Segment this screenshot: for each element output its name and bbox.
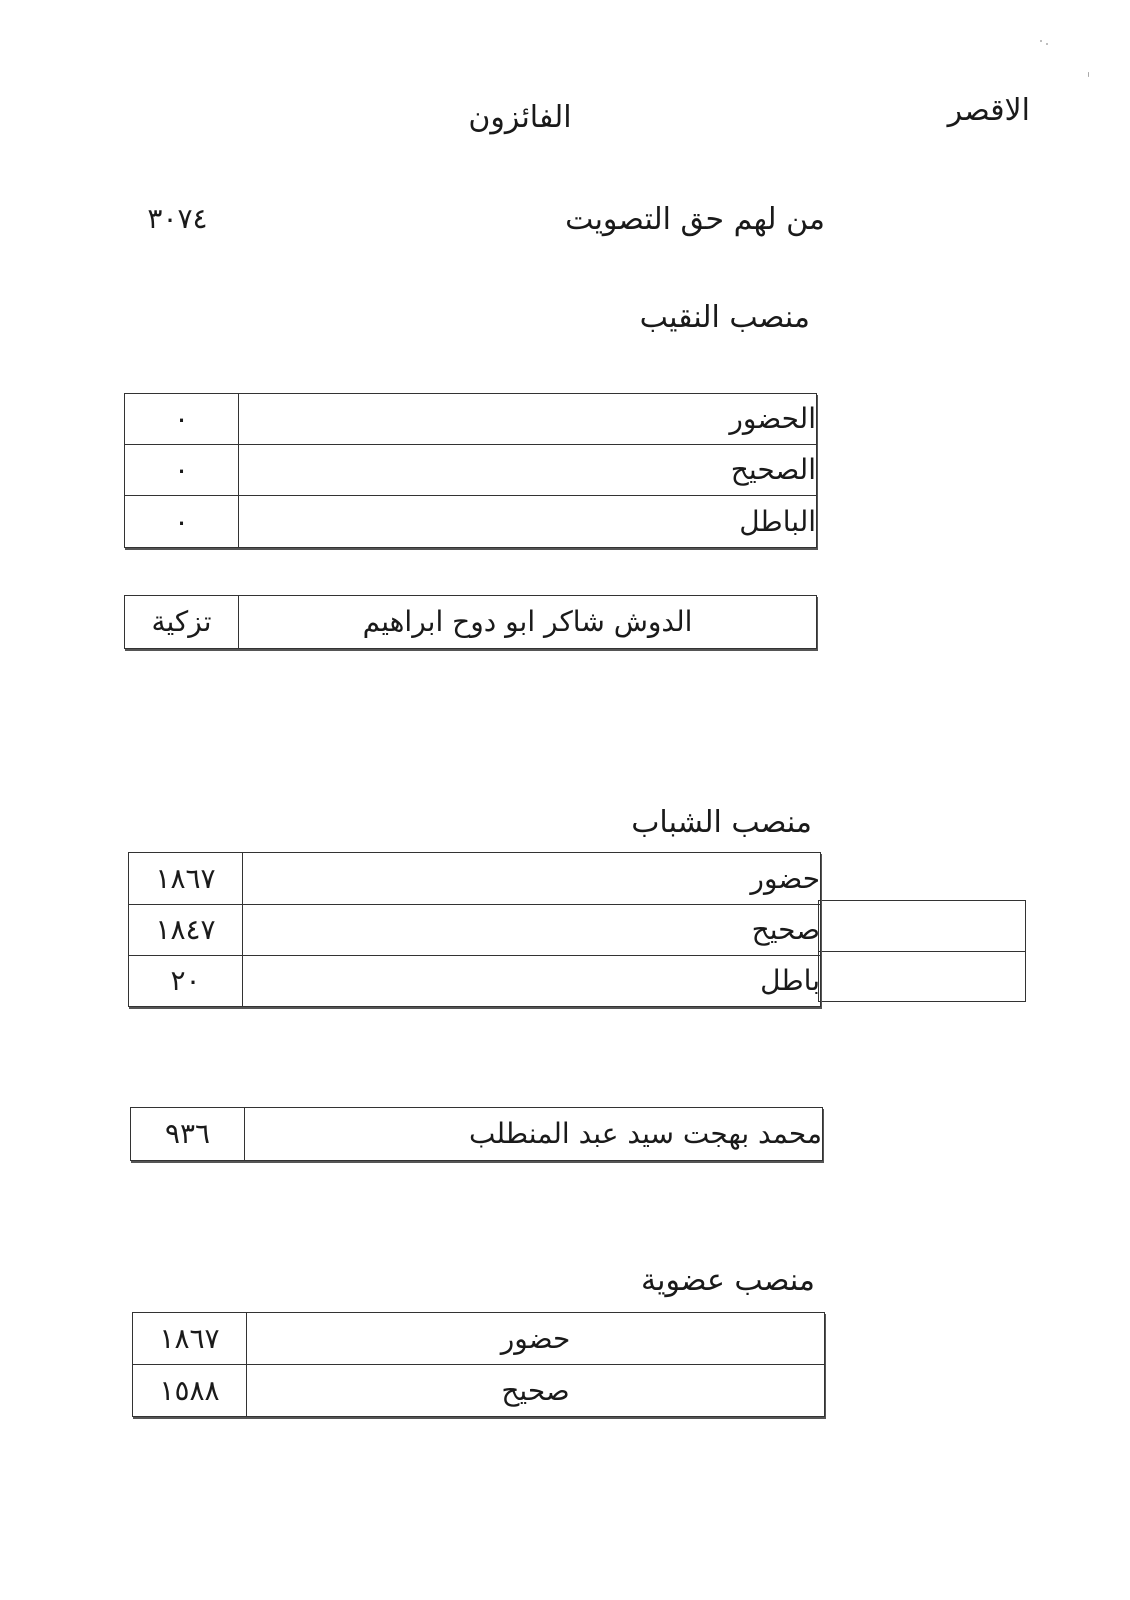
membership-attendance-value: ١٨٦٧: [133, 1313, 247, 1365]
table-row: [131, 1108, 823, 1161]
youth-attendance-value: ١٨٦٧: [129, 853, 243, 905]
table-row: [125, 496, 817, 548]
table-row: [125, 394, 817, 445]
youth-extra-divider: [818, 951, 1026, 952]
membership-valid-value: ١٥٨٨: [133, 1365, 247, 1417]
naqib-winner-table: [124, 595, 817, 649]
scan-speck: [1046, 43, 1048, 45]
youth-invalid-label: باطل: [243, 956, 821, 1007]
section-heading-youth: منصب الشباب: [631, 805, 812, 840]
youth-valid-value: ١٨٤٧: [129, 905, 243, 956]
naqib-valid-label: الصحيح: [239, 445, 817, 496]
naqib-stats-table: [124, 393, 817, 548]
table-row: [129, 905, 821, 956]
eligible-voters-value: ٣٠٧٤: [147, 202, 208, 235]
membership-valid-label: صحيح: [247, 1365, 825, 1417]
table-row: [133, 1313, 825, 1365]
section-heading-naqib: منصب النقيب: [639, 300, 810, 335]
table-row: [129, 853, 821, 905]
naqib-winner-name: الدوش شاكر ابو دوح ابراهيم: [239, 596, 817, 649]
table-row: [125, 445, 817, 496]
section-heading-membership: منصب عضوية: [641, 1263, 815, 1298]
header-city: الاقصر: [947, 93, 1030, 128]
naqib-invalid-label: الباطل: [239, 496, 817, 548]
membership-stats-table: [132, 1312, 825, 1417]
youth-winner-votes: ٩٣٦: [131, 1108, 245, 1161]
page-title: الفائزون: [468, 100, 572, 135]
eligible-voters-label: من لهم حق التصويت: [565, 202, 825, 237]
scan-speck: [1040, 40, 1042, 42]
scan-speck: [1088, 72, 1089, 77]
table-row: [125, 596, 817, 649]
table-row: [133, 1365, 825, 1417]
youth-winner-name: محمد بهجت سيد عبد المنطلب: [245, 1108, 823, 1161]
naqib-winner-result: تزكية: [125, 596, 239, 649]
membership-attendance-label: حضور: [247, 1313, 825, 1365]
naqib-valid-value: ٠: [125, 445, 239, 496]
naqib-attendance-label: الحضور: [239, 394, 817, 445]
youth-invalid-value: ٢٠: [129, 956, 243, 1007]
table-row: [129, 956, 821, 1007]
youth-winner-table: [130, 1107, 823, 1161]
youth-attendance-label: حضور: [243, 853, 821, 905]
youth-stats-table: [128, 852, 821, 1007]
naqib-attendance-value: ٠: [125, 394, 239, 445]
naqib-invalid-value: ٠: [125, 496, 239, 548]
youth-valid-label: صحيح: [243, 905, 821, 956]
